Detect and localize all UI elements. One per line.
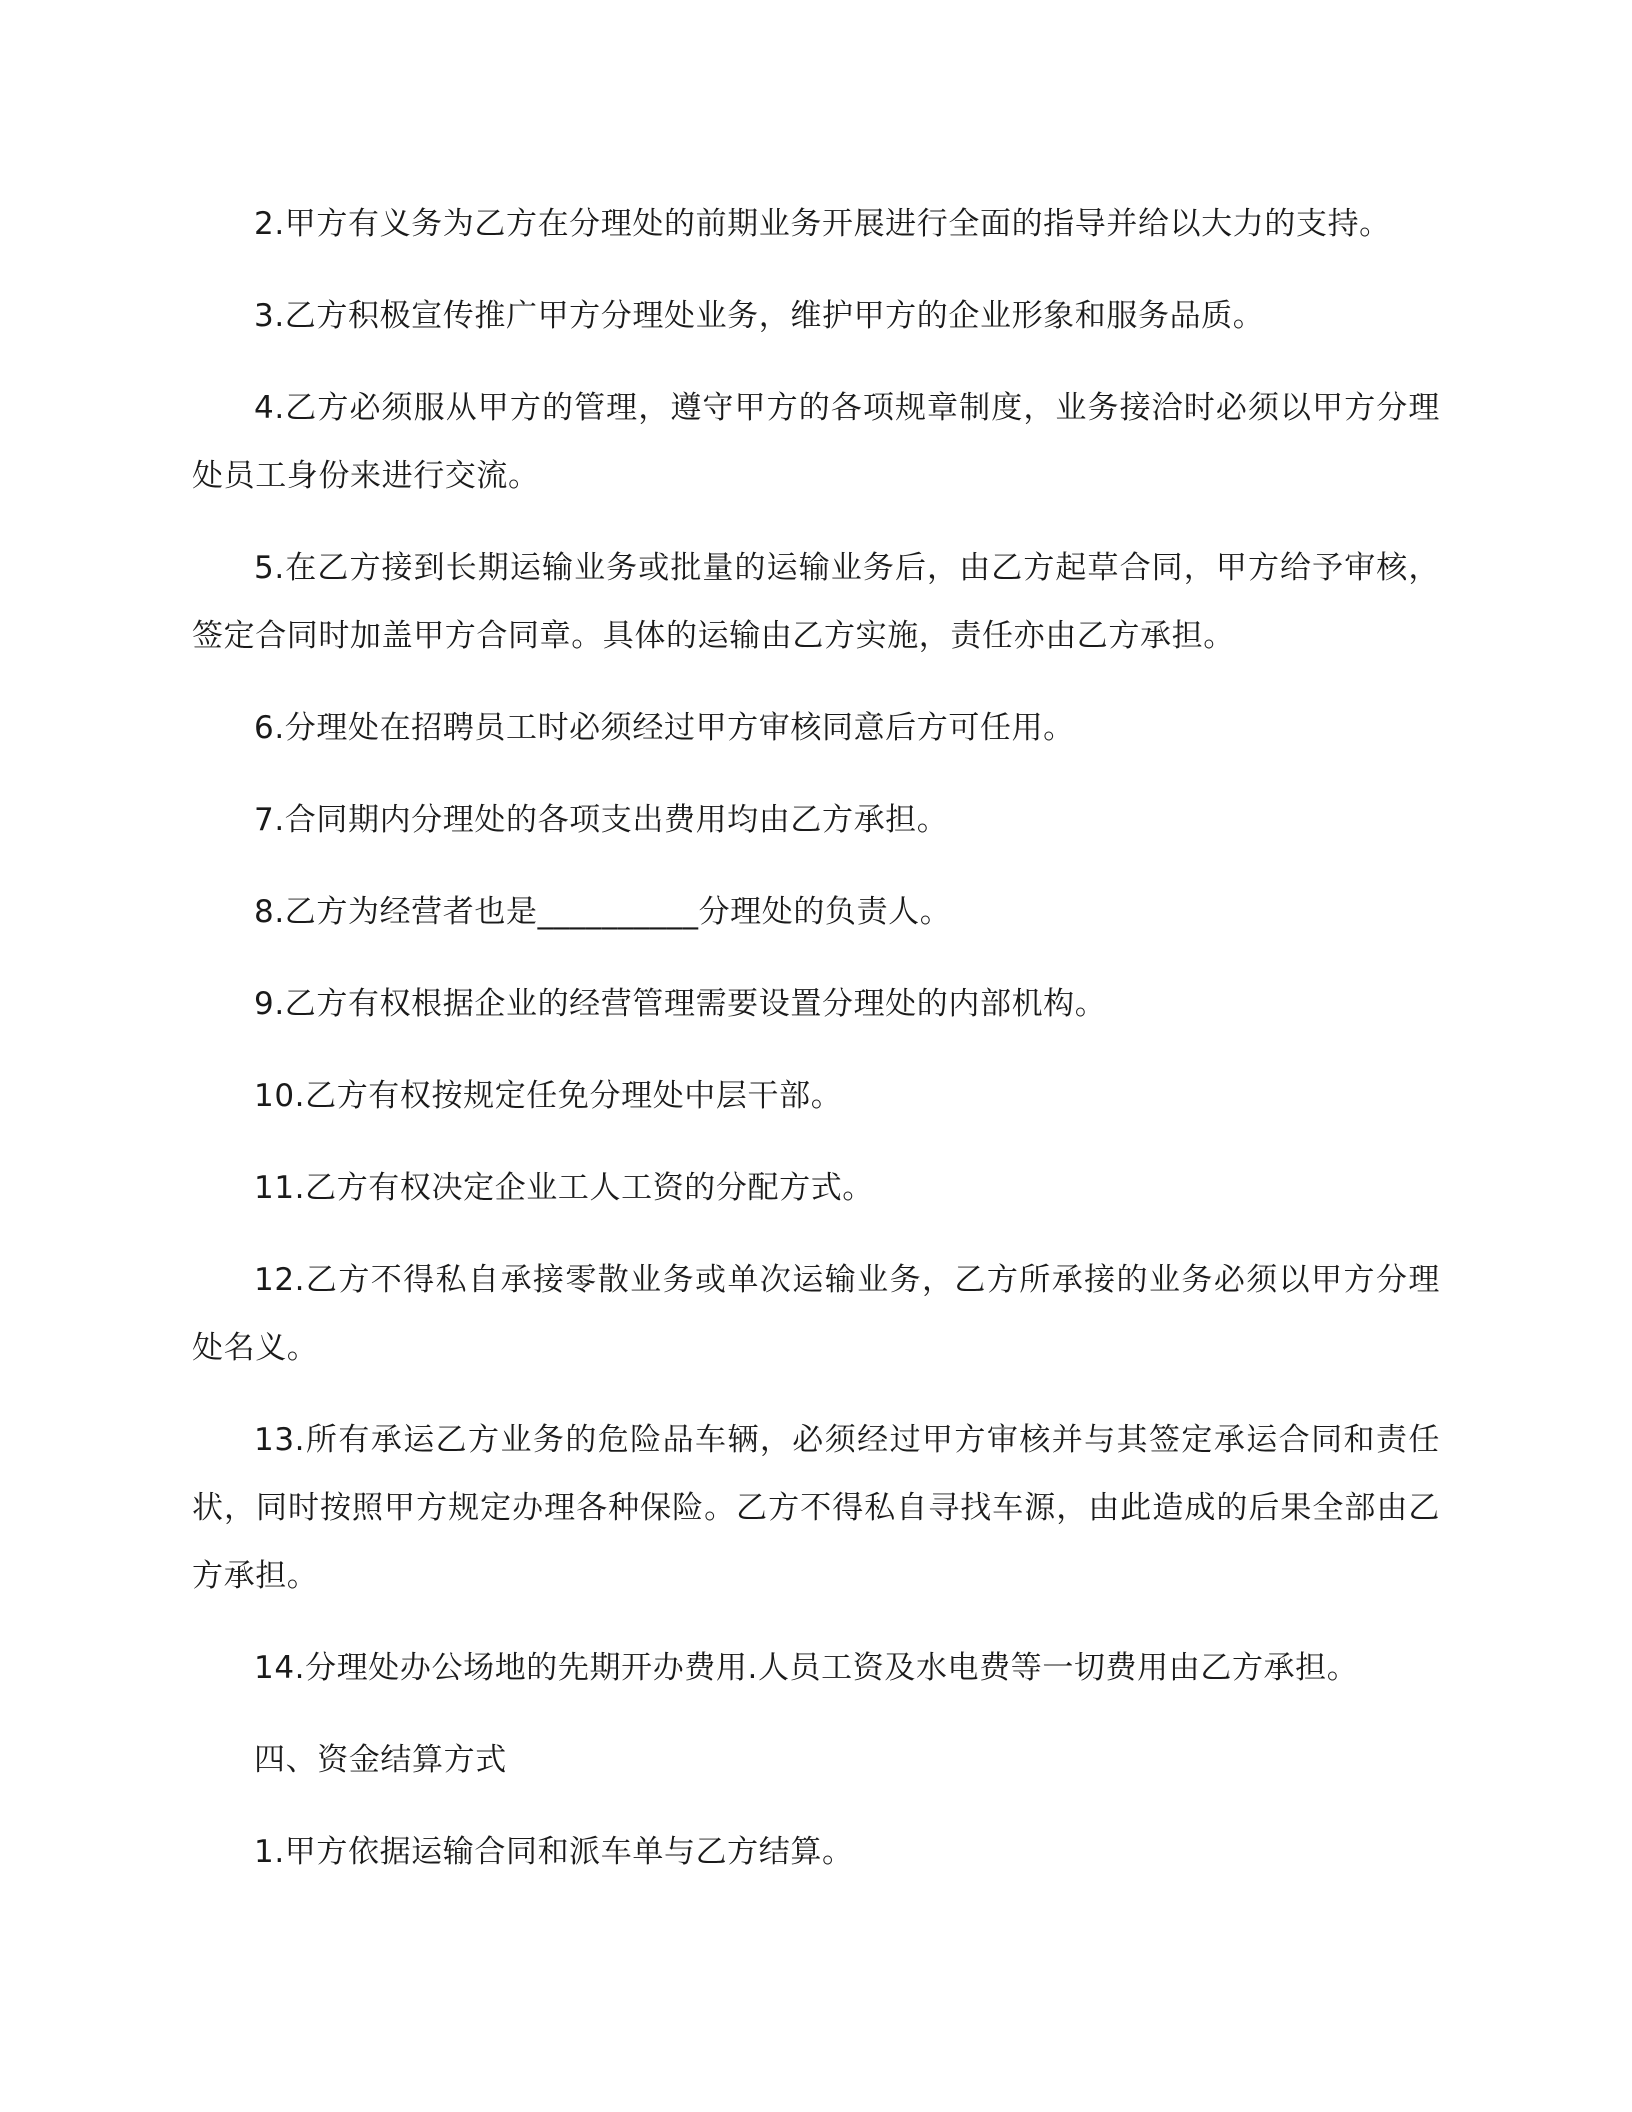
clause-12: 12.乙方不得私自承接零散业务或单次运输业务，乙方所承接的业务必须以甲方分理处名义。 <box>192 1262 1440 1366</box>
clause-3: 3.乙方积极宣传推广甲方分理处业务，维护甲方的企业形象和服务品质。 <box>254 298 1265 334</box>
clause-8: 8.乙方为经营者也是__________分理处的负责人。 <box>254 894 952 930</box>
clause-7: 7.合同期内分理处的各项支出费用均由乙方承担。 <box>254 802 949 838</box>
clause-4: 4.乙方必须服从甲方的管理，遵守甲方的各项规章制度，业务接洽时必须以甲方分理处员工身份来进行交流。 <box>192 390 1440 494</box>
document-body <box>192 190 1440 1908</box>
clause-13: 13.所有承运乙方业务的危险品车辆，必须经过甲方审核并与其签定承运合同和责任状，同时按照甲方规定办理各种保险。乙方不得私自寻找车源，由此造成的后果全部由乙方承担。 <box>192 1422 1440 1594</box>
clause-9: 9.乙方有权根据企业的经营管理需要设置分理处的内部机构。 <box>254 986 1107 1022</box>
clause-10: 10.乙方有权按规定任免分理处中层干部。 <box>254 1078 843 1114</box>
clause-14: 14.分理处办公场地的先期开办费用.人员工资及水电费等一切费用由乙方承担。 <box>254 1650 1359 1686</box>
clause-5: 5.在乙方接到长期运输业务或批量的运输业务后，由乙方起草合同，甲方给予审核，签定合同时加盖甲方合同章。具体的运输由乙方实施，责任亦由乙方承担。 <box>192 550 1440 654</box>
settlement-clause-1: 1.甲方依据运输合同和派车单与乙方结算。 <box>254 1834 854 1870</box>
clause-6: 6.分理处在招聘员工时必须经过甲方审核同意后方可任用。 <box>254 710 1075 746</box>
section-heading-settlement: 四、资金结算方式 <box>254 1742 507 1778</box>
clause-2: 2.甲方有义务为乙方在分理处的前期业务开展进行全面的指导并给以大力的支持。 <box>254 206 1391 242</box>
clause-11: 11.乙方有权决定企业工人工资的分配方式。 <box>254 1170 874 1206</box>
